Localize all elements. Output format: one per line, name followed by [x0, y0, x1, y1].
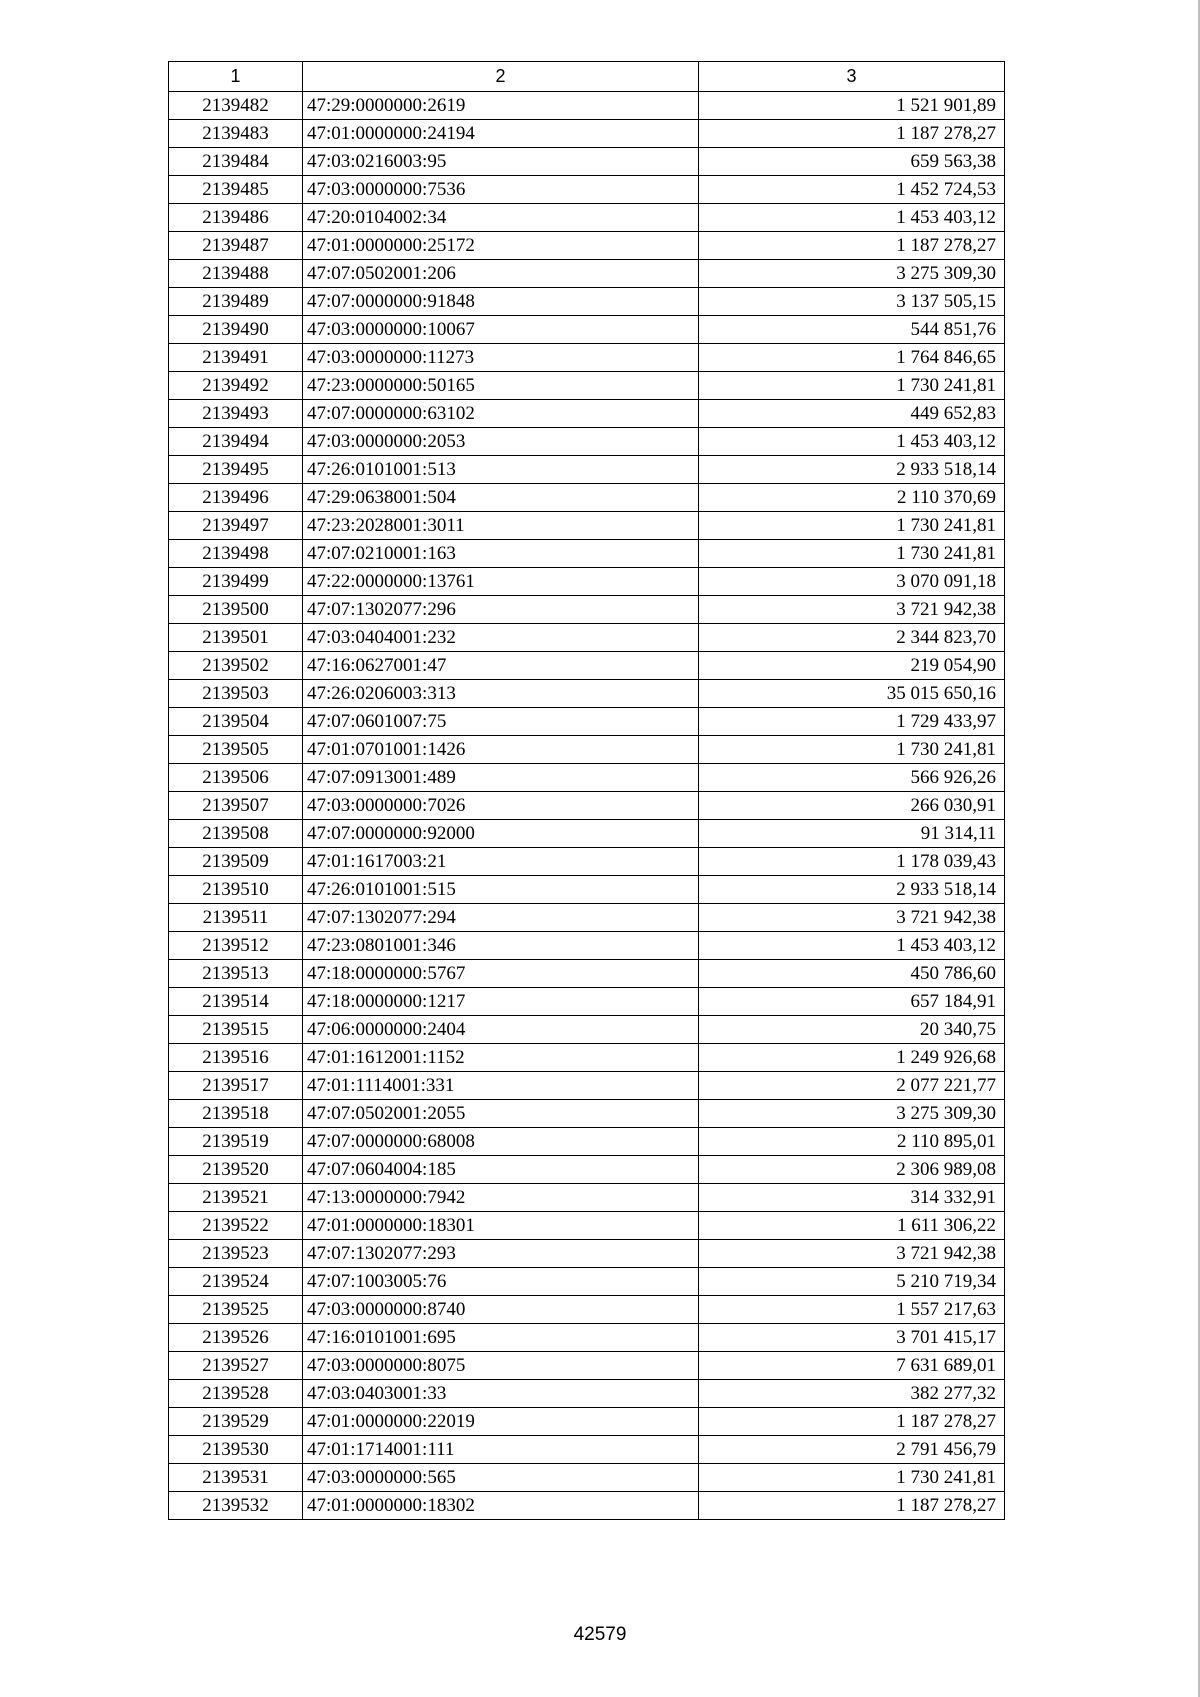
value-cell: 266 030,91	[699, 792, 1005, 820]
cadastral-number-cell: 47:03:0216003:95	[303, 148, 699, 176]
record-number-cell: 2139511	[169, 904, 303, 932]
table-row	[169, 1408, 1005, 1436]
record-number-cell: 2139492	[169, 372, 303, 400]
table-row	[169, 1492, 1005, 1520]
table-row	[169, 904, 1005, 932]
cadastral-number-cell: 47:29:0000000:2619	[303, 92, 699, 120]
value-cell: 1 187 278,27	[699, 120, 1005, 148]
table-row	[169, 120, 1005, 148]
table-row	[169, 960, 1005, 988]
cadastral-number-cell: 47:07:1302077:296	[303, 596, 699, 624]
record-number-cell: 2139495	[169, 456, 303, 484]
table-body	[169, 92, 1005, 1520]
record-number-cell: 2139501	[169, 624, 303, 652]
table-row	[169, 736, 1005, 764]
table-row	[169, 1380, 1005, 1408]
value-cell: 2 933 518,14	[699, 876, 1005, 904]
value-cell: 3 275 309,30	[699, 1100, 1005, 1128]
cadastral-number-cell: 47:16:0627001:47	[303, 652, 699, 680]
table-row	[169, 764, 1005, 792]
record-number-cell: 2139489	[169, 288, 303, 316]
record-number-cell: 2139519	[169, 1128, 303, 1156]
value-cell: 1 453 403,12	[699, 204, 1005, 232]
table-row	[169, 596, 1005, 624]
table-row	[169, 1352, 1005, 1380]
table-row	[169, 1044, 1005, 1072]
record-number-cell: 2139483	[169, 120, 303, 148]
table-row	[169, 456, 1005, 484]
table-row	[169, 1100, 1005, 1128]
table-row	[169, 204, 1005, 232]
cadastral-number-cell: 47:03:0000000:565	[303, 1464, 699, 1492]
value-cell: 219 054,90	[699, 652, 1005, 680]
record-number-cell: 2139517	[169, 1072, 303, 1100]
record-number-cell: 2139487	[169, 232, 303, 260]
cadastral-number-cell: 47:18:0000000:1217	[303, 988, 699, 1016]
record-number-cell: 2139502	[169, 652, 303, 680]
table-header-row	[169, 62, 1005, 92]
cadastral-number-cell: 47:03:0000000:2053	[303, 428, 699, 456]
record-number-cell: 2139515	[169, 1016, 303, 1044]
cadastral-number-cell: 47:01:1617003:21	[303, 848, 699, 876]
cadastral-number-cell: 47:07:0601007:75	[303, 708, 699, 736]
record-number-cell: 2139524	[169, 1268, 303, 1296]
value-cell: 3 275 309,30	[699, 260, 1005, 288]
cadastral-number-cell: 47:13:0000000:7942	[303, 1184, 699, 1212]
value-cell: 2 306 989,08	[699, 1156, 1005, 1184]
table-row	[169, 792, 1005, 820]
cadastral-number-cell: 47:16:0101001:695	[303, 1324, 699, 1352]
record-number-cell: 2139521	[169, 1184, 303, 1212]
cadastral-number-cell: 47:03:0403001:33	[303, 1380, 699, 1408]
cadastral-number-cell: 47:07:0502001:206	[303, 260, 699, 288]
table-row	[169, 540, 1005, 568]
value-cell: 1 452 724,53	[699, 176, 1005, 204]
cadastral-number-cell: 47:07:0913001:489	[303, 764, 699, 792]
table-row	[169, 932, 1005, 960]
value-cell: 1 730 241,81	[699, 540, 1005, 568]
record-number-cell: 2139518	[169, 1100, 303, 1128]
record-number-cell: 2139531	[169, 1464, 303, 1492]
table-row	[169, 1324, 1005, 1352]
record-number-cell: 2139532	[169, 1492, 303, 1520]
column-header-3: 3	[699, 62, 1005, 92]
value-cell: 544 851,76	[699, 316, 1005, 344]
record-number-cell: 2139526	[169, 1324, 303, 1352]
cadastral-number-cell: 47:03:0000000:8740	[303, 1296, 699, 1324]
record-number-cell: 2139484	[169, 148, 303, 176]
record-number-cell: 2139493	[169, 400, 303, 428]
record-number-cell: 2139508	[169, 820, 303, 848]
value-cell: 1 730 241,81	[699, 736, 1005, 764]
cadastral-number-cell: 47:23:0000000:50165	[303, 372, 699, 400]
record-number-cell: 2139516	[169, 1044, 303, 1072]
value-cell: 3 701 415,17	[699, 1324, 1005, 1352]
record-number-cell: 2139485	[169, 176, 303, 204]
cadastral-number-cell: 47:22:0000000:13761	[303, 568, 699, 596]
cadastral-number-cell: 47:01:0000000:22019	[303, 1408, 699, 1436]
value-cell: 1 249 926,68	[699, 1044, 1005, 1072]
cadastral-number-cell: 47:07:0604004:185	[303, 1156, 699, 1184]
record-number-cell: 2139507	[169, 792, 303, 820]
table-row	[169, 372, 1005, 400]
cadastral-number-cell: 47:06:0000000:2404	[303, 1016, 699, 1044]
value-cell: 566 926,26	[699, 764, 1005, 792]
cadastral-number-cell: 47:26:0101001:515	[303, 876, 699, 904]
cadastral-number-cell: 47:07:0502001:2055	[303, 1100, 699, 1128]
record-number-cell: 2139509	[169, 848, 303, 876]
cadastral-number-cell: 47:01:1714001:111	[303, 1436, 699, 1464]
value-cell: 3 721 942,38	[699, 596, 1005, 624]
value-cell: 449 652,83	[699, 400, 1005, 428]
record-number-cell: 2139523	[169, 1240, 303, 1268]
value-cell: 7 631 689,01	[699, 1352, 1005, 1380]
record-number-cell: 2139500	[169, 596, 303, 624]
table-row	[169, 316, 1005, 344]
cadastral-number-cell: 47:01:0000000:18302	[303, 1492, 699, 1520]
table-row	[169, 1464, 1005, 1492]
record-number-cell: 2139499	[169, 568, 303, 596]
table-row	[169, 1268, 1005, 1296]
table-row	[169, 288, 1005, 316]
record-number-cell: 2139503	[169, 680, 303, 708]
cadastral-number-cell: 47:07:1302077:293	[303, 1240, 699, 1268]
cadastral-number-cell: 47:03:0000000:10067	[303, 316, 699, 344]
value-cell: 1 730 241,81	[699, 512, 1005, 540]
table-row	[169, 568, 1005, 596]
cadastral-number-cell: 47:07:0000000:68008	[303, 1128, 699, 1156]
record-number-cell: 2139520	[169, 1156, 303, 1184]
table-row	[169, 148, 1005, 176]
table-row	[169, 428, 1005, 456]
data-table	[168, 61, 1005, 1520]
record-number-cell: 2139522	[169, 1212, 303, 1240]
value-cell: 382 277,32	[699, 1380, 1005, 1408]
cadastral-number-cell: 47:23:2028001:3011	[303, 512, 699, 540]
cadastral-number-cell: 47:07:0000000:63102	[303, 400, 699, 428]
cadastral-number-cell: 47:20:0104002:34	[303, 204, 699, 232]
cadastral-number-cell: 47:03:0000000:8075	[303, 1352, 699, 1380]
table-row	[169, 512, 1005, 540]
cadastral-number-cell: 47:07:0000000:92000	[303, 820, 699, 848]
table-row	[169, 848, 1005, 876]
value-cell: 3 721 942,38	[699, 1240, 1005, 1268]
value-cell: 1 521 901,89	[699, 92, 1005, 120]
record-number-cell: 2139506	[169, 764, 303, 792]
table-row	[169, 1016, 1005, 1044]
value-cell: 2 077 221,77	[699, 1072, 1005, 1100]
record-number-cell: 2139513	[169, 960, 303, 988]
value-cell: 35 015 650,16	[699, 680, 1005, 708]
record-number-cell: 2139488	[169, 260, 303, 288]
table-row	[169, 624, 1005, 652]
record-number-cell: 2139525	[169, 1296, 303, 1324]
table-row	[169, 1072, 1005, 1100]
table-row	[169, 1240, 1005, 1268]
column-header-2: 2	[303, 62, 699, 92]
cadastral-number-cell: 47:01:0701001:1426	[303, 736, 699, 764]
table-row	[169, 260, 1005, 288]
cadastral-number-cell: 47:07:1003005:76	[303, 1268, 699, 1296]
table-row	[169, 1184, 1005, 1212]
value-cell: 1 187 278,27	[699, 1492, 1005, 1520]
cadastral-number-cell: 47:01:0000000:25172	[303, 232, 699, 260]
value-cell: 1 730 241,81	[699, 372, 1005, 400]
cadastral-number-cell: 47:26:0101001:513	[303, 456, 699, 484]
value-cell: 5 210 719,34	[699, 1268, 1005, 1296]
table-row	[169, 92, 1005, 120]
value-cell: 2 344 823,70	[699, 624, 1005, 652]
table-row	[169, 680, 1005, 708]
table-row	[169, 1296, 1005, 1324]
cadastral-number-cell: 47:01:1612001:1152	[303, 1044, 699, 1072]
table-row	[169, 1128, 1005, 1156]
value-cell: 1 729 433,97	[699, 708, 1005, 736]
cadastral-number-cell: 47:23:0801001:346	[303, 932, 699, 960]
value-cell: 450 786,60	[699, 960, 1005, 988]
value-cell: 1 178 039,43	[699, 848, 1005, 876]
record-number-cell: 2139512	[169, 932, 303, 960]
cadastral-number-cell: 47:18:0000000:5767	[303, 960, 699, 988]
record-number-cell: 2139491	[169, 344, 303, 372]
value-cell: 1 453 403,12	[699, 428, 1005, 456]
record-number-cell: 2139530	[169, 1436, 303, 1464]
record-number-cell: 2139514	[169, 988, 303, 1016]
table-row	[169, 652, 1005, 680]
table-row	[169, 1156, 1005, 1184]
value-cell: 1 453 403,12	[699, 932, 1005, 960]
table-row	[169, 876, 1005, 904]
record-number-cell: 2139490	[169, 316, 303, 344]
cadastral-number-cell: 47:03:0000000:7536	[303, 176, 699, 204]
value-cell: 1 730 241,81	[699, 1464, 1005, 1492]
table-row	[169, 232, 1005, 260]
table-row	[169, 708, 1005, 736]
record-number-cell: 2139496	[169, 484, 303, 512]
table-row	[169, 484, 1005, 512]
value-cell: 20 340,75	[699, 1016, 1005, 1044]
value-cell: 314 332,91	[699, 1184, 1005, 1212]
value-cell: 2 791 456,79	[699, 1436, 1005, 1464]
record-number-cell: 2139504	[169, 708, 303, 736]
cadastral-number-cell: 47:03:0000000:7026	[303, 792, 699, 820]
value-cell: 1 187 278,27	[699, 232, 1005, 260]
value-cell: 1 764 846,65	[699, 344, 1005, 372]
table-row	[169, 344, 1005, 372]
value-cell: 3 137 505,15	[699, 288, 1005, 316]
value-cell: 3 070 091,18	[699, 568, 1005, 596]
value-cell: 1 611 306,22	[699, 1212, 1005, 1240]
table-row	[169, 1212, 1005, 1240]
record-number-cell: 2139505	[169, 736, 303, 764]
record-number-cell: 2139497	[169, 512, 303, 540]
record-number-cell: 2139527	[169, 1352, 303, 1380]
value-cell: 2 110 895,01	[699, 1128, 1005, 1156]
cadastral-number-cell: 47:01:0000000:18301	[303, 1212, 699, 1240]
cadastral-number-cell: 47:03:0404001:232	[303, 624, 699, 652]
value-cell: 3 721 942,38	[699, 904, 1005, 932]
column-header-1: 1	[169, 62, 303, 92]
cadastral-number-cell: 47:07:0000000:91848	[303, 288, 699, 316]
record-number-cell: 2139528	[169, 1380, 303, 1408]
cadastral-number-cell: 47:26:0206003:313	[303, 680, 699, 708]
table-row	[169, 1436, 1005, 1464]
value-cell: 1 557 217,63	[699, 1296, 1005, 1324]
value-cell: 91 314,11	[699, 820, 1005, 848]
value-cell: 1 187 278,27	[699, 1408, 1005, 1436]
value-cell: 2 110 370,69	[699, 484, 1005, 512]
page-number: 42579	[573, 1624, 627, 1645]
table-row	[169, 176, 1005, 204]
table-row	[169, 400, 1005, 428]
record-number-cell: 2139486	[169, 204, 303, 232]
cadastral-number-cell: 47:07:0210001:163	[303, 540, 699, 568]
cadastral-number-cell: 47:29:0638001:504	[303, 484, 699, 512]
cadastral-number-cell: 47:07:1302077:294	[303, 904, 699, 932]
record-number-cell: 2139498	[169, 540, 303, 568]
value-cell: 2 933 518,14	[699, 456, 1005, 484]
record-number-cell: 2139510	[169, 876, 303, 904]
cadastral-number-cell: 47:03:0000000:11273	[303, 344, 699, 372]
value-cell: 657 184,91	[699, 988, 1005, 1016]
table-row	[169, 820, 1005, 848]
cadastral-number-cell: 47:01:0000000:24194	[303, 120, 699, 148]
record-number-cell: 2139529	[169, 1408, 303, 1436]
value-cell: 659 563,38	[699, 148, 1005, 176]
cadastral-number-cell: 47:01:1114001:331	[303, 1072, 699, 1100]
record-number-cell: 2139494	[169, 428, 303, 456]
table-row	[169, 988, 1005, 1016]
record-number-cell: 2139482	[169, 92, 303, 120]
